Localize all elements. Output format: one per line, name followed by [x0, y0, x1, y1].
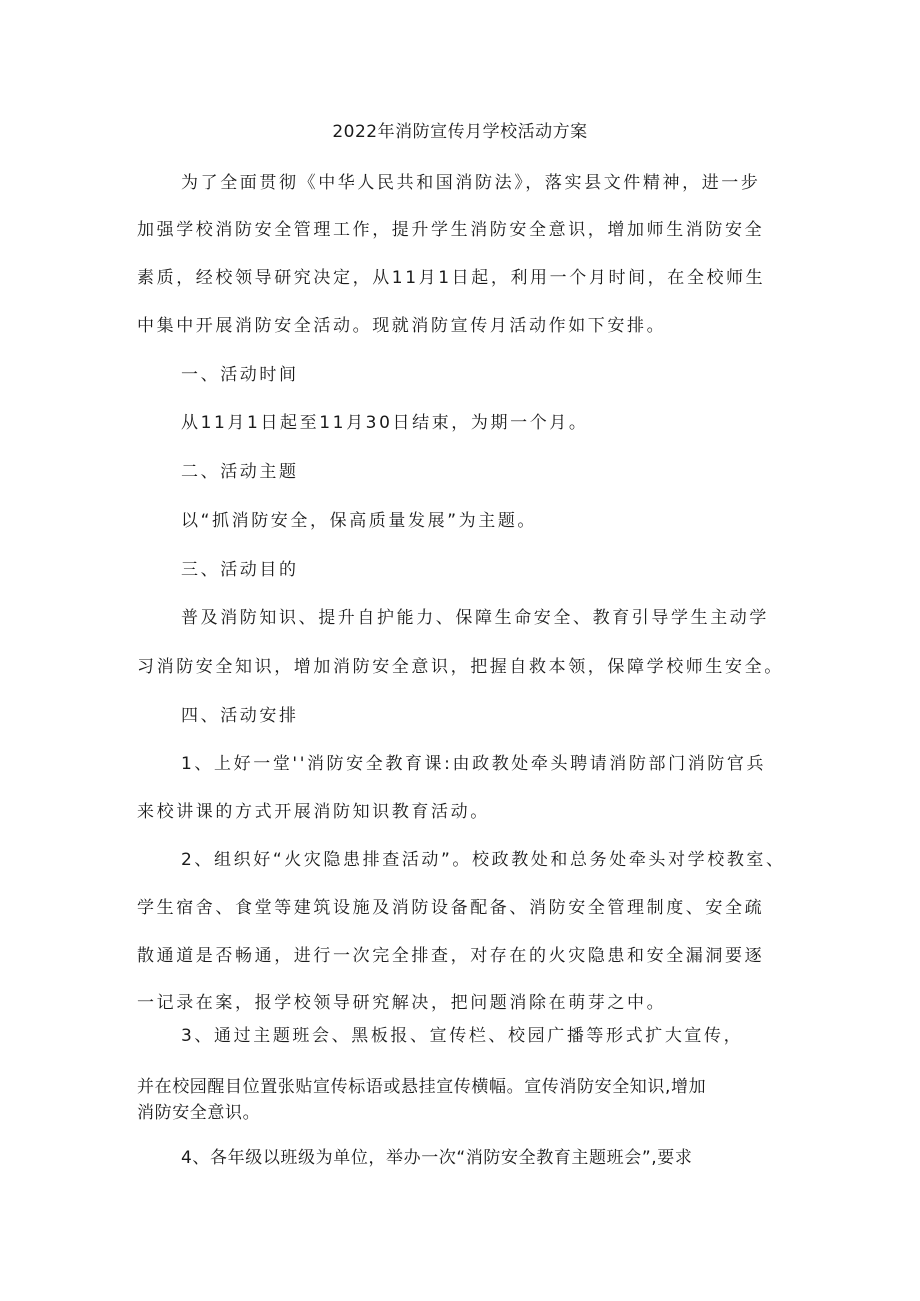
body-line: 3、通过主题班会、黑板报、宣传栏、校园广播等形式扩大宣传， [181, 1026, 744, 1046]
body-line: 4、各年级以班级为单位，举办一次“消防安全教育主题班会”,要求 [181, 1148, 693, 1168]
body-line: 2、组织好“火灾隐患排查活动”。校政教处和总务处牵头对学校教室、 [181, 850, 786, 870]
body-line: 1、上好一堂''消防安全教育课:由政教处牵头聘请消防部门消防官兵 [181, 754, 767, 774]
body-line: 中集中开展消防安全活动。现就消防宣传月活动作如下安排。 [137, 316, 667, 336]
body-line: 从11月1日起至11月30日结束，为期一个月。 [181, 413, 589, 433]
body-line: 加强学校消防安全管理工作，提升学生消防安全意识，增加师生消防安全 [137, 220, 765, 240]
body-line: 普及消防知识、提升自护能力、保障生命安全、教育引导学生主动学 [181, 608, 769, 628]
section-heading: 二、活动主题 [181, 462, 299, 482]
body-line: 习消防安全知识，增加消防安全意识，把握自救本领，保障学校师生安全。 [137, 657, 784, 677]
body-line: 以“抓消防安全，保高质量发展”为主题。 [181, 511, 538, 531]
body-line: 消防安全意识。 [137, 1103, 261, 1123]
document-title: 2022年消防宣传月学校活动方案 [332, 122, 588, 142]
section-heading: 四、活动安排 [181, 706, 299, 726]
body-line: 散通道是否畅通，进行一次完全排查，对存在的火灾隐患和安全漏洞要逐 [137, 946, 765, 966]
section-heading: 三、活动目的 [181, 560, 299, 580]
body-line: 为了全面贯彻《中华人民共和国消防法》，落实县文件精神，进一步 [181, 173, 761, 193]
body-line: 素质，经校领导研究决定，从11月1日起，利用一个月时间，在全校师生 [137, 268, 766, 288]
body-line: 学生宿舍、食堂等建筑设施及消防设备配备、消防安全管理制度、安全疏 [137, 898, 765, 918]
body-line: 并在校园醒目位置张贴宣传标语或悬挂宣传横幅。宣传消防安全知识,增加 [137, 1077, 707, 1097]
body-line: 一记录在案，报学校领导研究解决，把问题消除在萌芽之中。 [137, 993, 667, 1013]
section-heading: 一、活动时间 [181, 365, 299, 385]
body-line: 来校讲课的方式开展消防知识教育活动。 [137, 802, 490, 822]
